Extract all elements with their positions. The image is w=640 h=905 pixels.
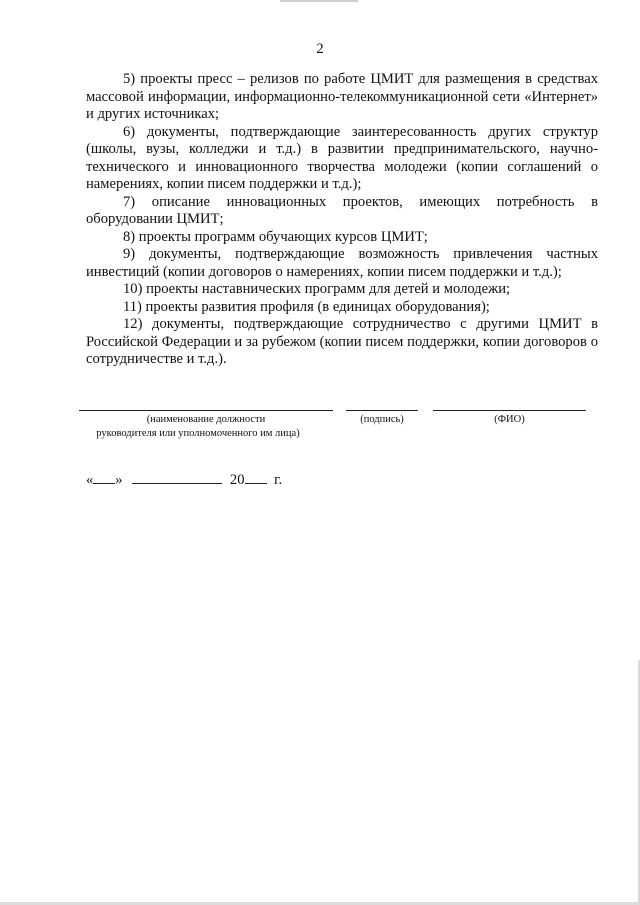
list-item-11: 11) проекты развития профиля (в единицах оборудования); bbox=[123, 298, 490, 315]
day-blank bbox=[93, 469, 115, 484]
month-blank bbox=[132, 469, 222, 484]
date-line bbox=[86, 469, 282, 489]
date-close-quote: » bbox=[115, 472, 123, 488]
list-item-5: 5) проекты пресс – релизов по работе ЦМИТ для размещения в средствах массовой информации, информационно-телекоммуникационной сети «Интернет» и других источниках; bbox=[86, 71, 598, 122]
signature-caption: (подпись) bbox=[360, 414, 404, 425]
position-caption-line2: руководителя или уполномоченного им лица) bbox=[96, 428, 300, 439]
year-blank bbox=[245, 469, 267, 484]
position-signature-line bbox=[79, 410, 333, 411]
signature-line bbox=[346, 410, 418, 411]
list-item-10: 10) проекты наставнических программ для детей и молодежи; bbox=[123, 281, 511, 297]
page-number: 2 bbox=[316, 41, 324, 57]
list-item-12: 12) документы, подтверждающие сотрудничество с другими ЦМИТ в Российской Федерации и за рубежом (копии писем поддержки, копии договоров о сотрудничестве и т.д.). bbox=[86, 316, 598, 367]
position-caption-line1: (наименование должности bbox=[146, 414, 266, 425]
list-item-8: 8) проекты программ обучающих курсов ЦМИТ; bbox=[123, 228, 428, 245]
position-caption bbox=[79, 413, 333, 441]
list-item-7: 7) описание инновационных проектов, имеющих потребность в оборудовании ЦМИТ; bbox=[86, 193, 598, 227]
year-suffix: г. bbox=[274, 472, 283, 488]
document-body bbox=[86, 71, 598, 369]
name-signature-line bbox=[433, 410, 586, 411]
year-prefix: 20 bbox=[229, 472, 245, 488]
name-caption: (ФИО) bbox=[494, 414, 525, 425]
list-item-9: 9) документы, подтверждающие возможность привлечения частных инвестиций (копии договоров о намерениях, копии писем поддержки и т.д.); bbox=[86, 246, 598, 280]
list-item-6: 6) документы, подтверждающие заинтересованность других структур (школы, вузы, колледжи и т.д.) в развитии предпринимательского, научно-технического и инновационного творчества молодежи (копии соглашений о намерениях, копии писем поддержки и т.д.); bbox=[86, 123, 598, 192]
top-edge-mark bbox=[280, 0, 358, 2]
date-open-quote: « bbox=[86, 472, 94, 488]
